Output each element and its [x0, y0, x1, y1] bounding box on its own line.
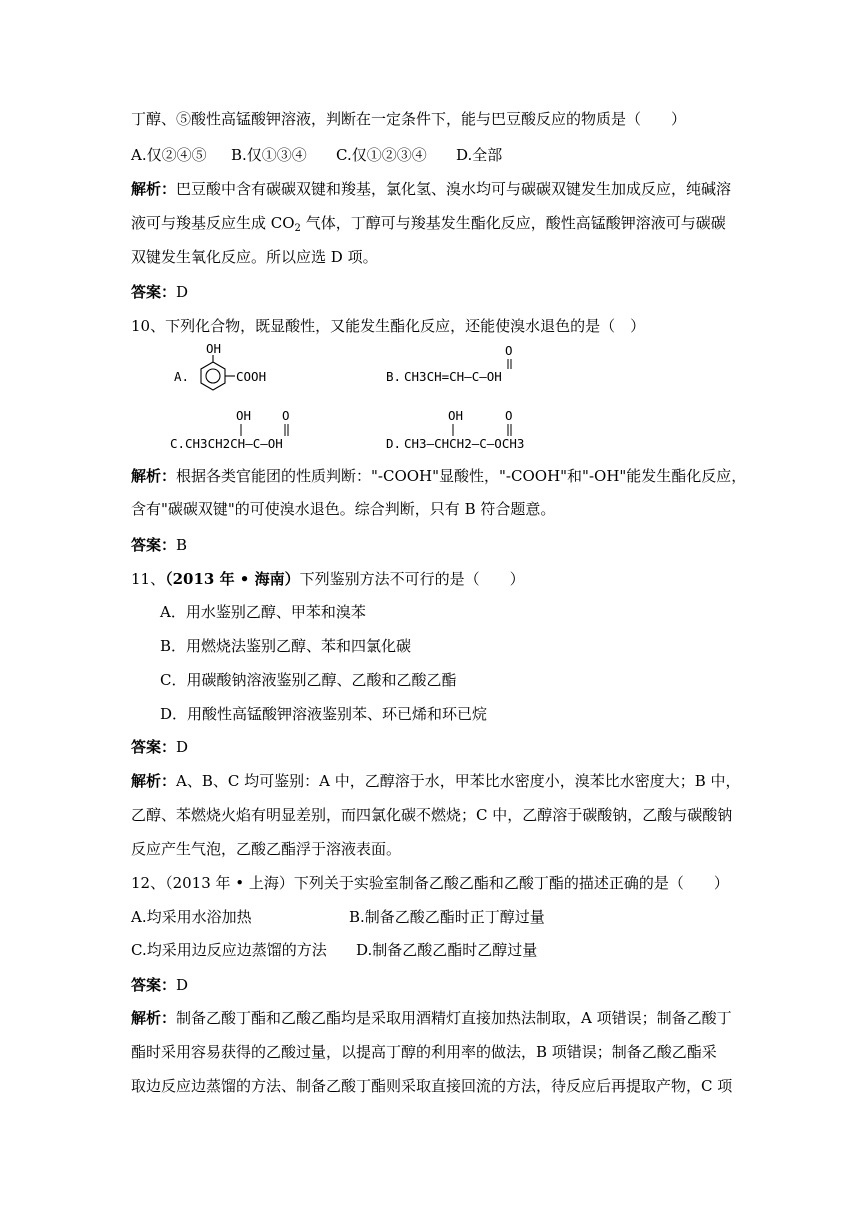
- q12-options-row-2: [131, 940, 537, 960]
- structure-d-o: O: [505, 408, 513, 423]
- q9-analysis-subscript: 2: [294, 223, 301, 234]
- structure-a-label: A.: [174, 369, 190, 384]
- q11-answer-label: 答案：: [131, 738, 177, 756]
- q9-answer: [131, 282, 188, 302]
- q12-answer-value: D: [176, 976, 189, 994]
- q9-option-c: C.仅①②③④: [336, 146, 427, 164]
- q12-option-d: D.制备乙酸乙酯时乙醇过量: [356, 941, 538, 959]
- q11-source: （2013 年 • 海南）: [165, 570, 300, 588]
- q11-option-c: C．用碳酸钠溶液鉴别乙醇、乙酸和乙酸乙酯: [160, 671, 457, 689]
- q11-answer-value: D: [176, 738, 189, 756]
- structure-b-label: B.: [386, 369, 402, 384]
- structure-c-o: O: [282, 408, 290, 423]
- q9-options: [131, 145, 502, 165]
- q9-analysis-text-1: 巴豆酸中含有碳碳双键和羧基，氯化氢、溴水均可与碳碳双键发生加成反应，纯碱溶: [176, 180, 732, 198]
- q11-option-d: D．用酸性高锰酸钾溶液鉴别苯、环已烯和环已烷: [160, 705, 488, 723]
- structure-a-oh: OH: [206, 341, 222, 356]
- structure-a-cooh: COOH: [236, 369, 267, 384]
- q12-answer: [131, 975, 188, 995]
- q10-analysis-line-1: [131, 466, 746, 486]
- q11-analysis-label: 解析：: [131, 772, 177, 790]
- q9-analysis-line-1: [131, 179, 731, 199]
- q11-analysis-line-1: [131, 771, 741, 791]
- structure-c-label: C.: [170, 436, 186, 451]
- q9-analysis-label: 解析：: [131, 180, 177, 198]
- q9-answer-label: 答案：: [131, 283, 177, 301]
- q10-answer-label: 答案：: [131, 536, 177, 554]
- structure-d-oh: OH: [448, 408, 464, 423]
- q10-answer-value: B: [176, 536, 188, 554]
- q12-analysis-line-1: [131, 1008, 732, 1028]
- q9-answer-value: D: [176, 283, 189, 301]
- benzene-ring-icon: [201, 355, 235, 390]
- q9-analysis-line-2: [131, 213, 726, 233]
- q11-analysis-text-1: A、B、C 均可鉴别：A 中，乙醇溶于水，甲苯比水密度小，溴苯比水密度大；B 中，: [176, 772, 741, 790]
- q9-option-b: B.仅①③④: [231, 146, 307, 164]
- double-bond-icon: [285, 424, 288, 436]
- q12-answer-label: 答案：: [131, 976, 177, 994]
- q12-analysis-line-3: 取边反应边蒸馏的方法、制备乙酸丁酯则采取直接回流的方法，待反应后再提取产物，C 项: [131, 1077, 733, 1095]
- q10-stem: 10、下列化合物，既显酸性，又能发生酯化反应，还能使溴水退色的是（ ）: [131, 317, 646, 335]
- structure-b-o: O: [505, 343, 513, 358]
- q9-analysis-text-2a: 液可与羧基反应生成 CO: [131, 214, 295, 232]
- q12-options-row-1: [131, 907, 545, 927]
- q9-option-d: D.全部: [456, 146, 503, 164]
- q11-analysis-line-3: 反应产生气泡，乙酸乙酯浮于溶液表面。: [131, 840, 402, 858]
- structure-c-formula: CH3CH2CH—C—OH: [185, 436, 283, 451]
- q10-analysis-label: 解析：: [131, 467, 177, 485]
- q10-analysis-line-2: 含有"碳碳双键"的可使溴水退色。综合判断，只有 B 符合题意。: [131, 500, 556, 518]
- q11-option-a: A．用水鉴别乙醇、甲苯和溴苯: [160, 603, 366, 621]
- q9-option-a: A.仅②④⑤: [131, 146, 207, 164]
- q11-stem-text: 下列鉴别方法不可行的是（ ）: [299, 570, 525, 588]
- q12-option-a: A.均采用水浴加热: [131, 908, 252, 926]
- structure-b-formula: CH3CH=CH—C—OH: [404, 369, 502, 384]
- q9-analysis-text-2b: 气体，丁醇可与羧基发生酯化反应，酸性高锰酸钾溶液可与碳碳: [300, 214, 726, 232]
- q10-answer: [131, 535, 187, 555]
- q9-stem-tail: 丁醇、⑤酸性高锰酸钾溶液，判断在一定条件下，能与巴豆酸反应的物质是（ ）: [131, 110, 687, 128]
- q12-stem: 12、（2013 年 • 上海）下列关于实验室制备乙酸乙酯和乙酸丁酯的描述正确的是（ ）: [131, 874, 729, 892]
- structure-c-oh: OH: [236, 408, 252, 423]
- q9-analysis-line-3: 双键发生氧化反应。所以应选 D 项。: [131, 248, 378, 266]
- q12-option-b: B.制备乙酸乙酯时正丁醇过量: [349, 908, 545, 926]
- q11-number: 11、: [131, 570, 166, 588]
- q10-structures-figure: [168, 340, 588, 455]
- double-bond-icon: [508, 424, 511, 436]
- q12-analysis-label: 解析：: [131, 1009, 177, 1027]
- structure-d-formula: CH3—CHCH2—C—OCH3: [404, 436, 525, 451]
- double-bond-icon: [508, 359, 511, 369]
- q12-analysis-line-2: 酯时采用容易获得的乙酸过量，以提高丁醇的利用率的做法，B 项错误；制备乙酸乙酯采: [131, 1043, 717, 1061]
- q10-analysis-text-1: 根据各类官能团的性质判断："-COOH"显酸性，"-COOH"和"-OH"能发生酯化反应，: [176, 467, 747, 485]
- q12-option-c: C.均采用边反应边蒸馏的方法: [131, 941, 327, 959]
- q11-answer: [131, 737, 188, 757]
- q11-analysis-line-2: 乙醇、苯燃烧火焰有明显差别，而四氯化碳不燃烧；C 中，乙醇溶于碳酸钠，乙酸与碳酸钠: [131, 806, 733, 824]
- structure-d-label: D.: [386, 436, 402, 451]
- q11-option-b: B．用燃烧法鉴别乙醇、苯和四氯化碳: [160, 637, 412, 655]
- q12-analysis-text-1: 制备乙酸丁酯和乙酸乙酯均是采取用酒精灯直接加热法制取，A 项错误；制备乙酸丁: [176, 1009, 732, 1027]
- q11-stem: [131, 569, 525, 589]
